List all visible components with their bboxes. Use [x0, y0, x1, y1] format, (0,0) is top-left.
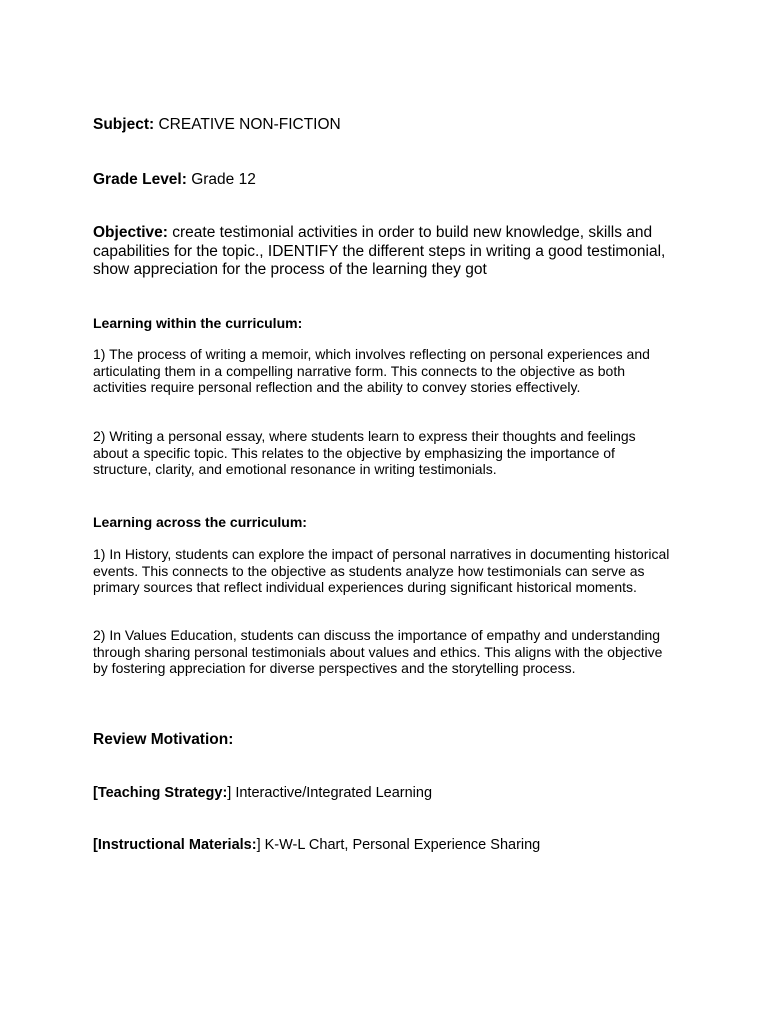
instructional-materials-line [93, 836, 540, 854]
objective-value: create testimonial activities in order to build new knowledge, skills and capabilities for the topic., IDENTIFY the different steps in writing a good testimonial, show appreciation for the process of the learning they got [93, 224, 666, 278]
review-motivation-heading: Review Motivation: [93, 731, 234, 748]
instructional-materials-label: [Instructional Materials: [93, 837, 257, 853]
learning-across-item-2: 2) In Values Education, students can discuss the importance of empathy and understanding through sharing personal testimonials about values and ethics. This aligns with the objective by fostering appreciation for diverse perspectives and the storytelling process. [93, 627, 663, 677]
learning-within-item-1: 1) The process of writing a memoir, which involves reflecting on personal experiences and articulating them in a compelling narrative form. This connects to the objective as both activities require personal reflection and the ability to convey stories effectively. [93, 346, 650, 396]
learning-within-heading: Learning within the curriculum: [93, 315, 303, 331]
grade-level-line [93, 170, 256, 189]
objective-paragraph [93, 224, 683, 280]
grade-level-label: Grade Level: [93, 171, 187, 188]
learning-across-item-1: 1) In History, students can explore the impact of personal narratives in documenting historical events. This connects to the objective as students analyze how testimonials can serve as primary sources that reflect individual experiences during significant historical moments. [93, 546, 670, 596]
subject-label: Subject: [93, 116, 155, 133]
learning-across-heading: Learning across the curriculum: [93, 514, 307, 530]
instructional-materials-value: ] K-W-L Chart, Personal Experience Sharing [256, 837, 541, 853]
subject-line [93, 115, 341, 134]
teaching-strategy-value: ] Interactive/Integrated Learning [227, 785, 433, 801]
grade-level-value: Grade 12 [186, 171, 256, 188]
teaching-strategy-line [93, 784, 432, 802]
objective-label: Objective: [93, 224, 168, 241]
learning-within-item-2: 2) Writing a personal essay, where students learn to express their thoughts and feelings about a specific topic. This relates to the objective by emphasizing the importance of structure, clarity, and emotional resonance in writing testimonials. [93, 428, 636, 478]
subject-value: CREATIVE NON-FICTION [154, 116, 341, 133]
teaching-strategy-label: [Teaching Strategy: [93, 785, 228, 801]
